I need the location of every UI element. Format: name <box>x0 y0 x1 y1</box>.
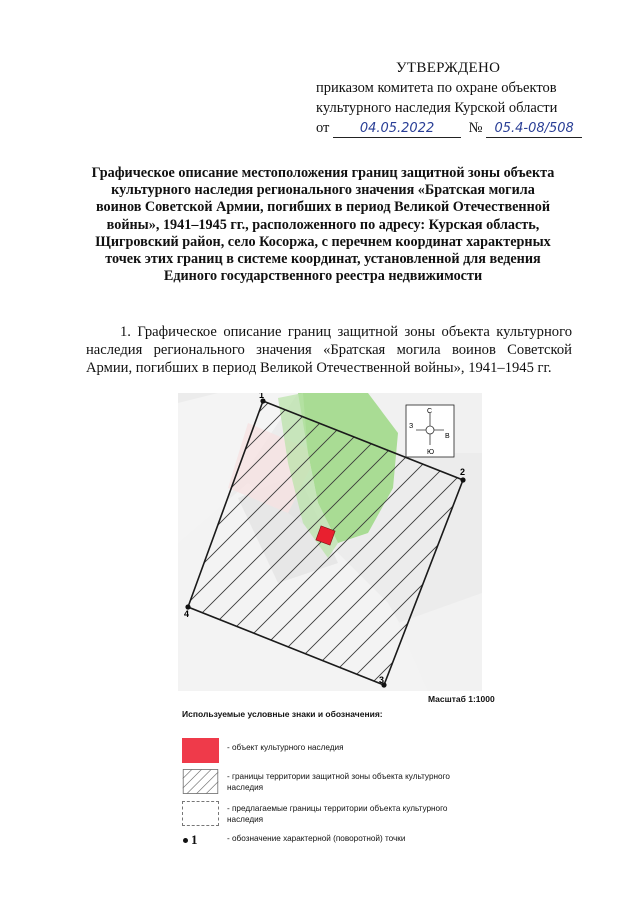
corner-label-1: 1 <box>259 393 265 400</box>
document-title: Графическое описание местоположения границ защитной зоны объекта культурного наследия регионального значения «Братская могила воинов Советской Армии, погибших в период Великой Отечественной войны», 1941–1945 гг., расположенного по адресу: Курская область, Щигровский район, село Косоржа, с перечнем координат характерных точек этих границ в системе координат, установленной для ведения Единого государственного реестра недвижимости <box>91 165 555 285</box>
legend-item-text: - предлагаемые границы территории объекта культурного наследия <box>227 804 448 824</box>
legend-item-point <box>182 832 482 850</box>
legend-item-object <box>182 738 482 764</box>
approval-line-2: культурного наследия Курской области <box>316 100 558 116</box>
legend-title: Используемые условные знаки и обозначения: <box>182 709 383 719</box>
legend-item-text: - объект культурного наследия <box>227 743 344 752</box>
approval-line-1: приказом комитета по охране объектов <box>316 80 557 96</box>
number-value: 05.4-08/508 <box>494 121 574 136</box>
order-date-number-line <box>316 120 606 138</box>
point-symbol <box>182 832 219 850</box>
compass-south: Ю <box>427 449 435 456</box>
boundary-map <box>178 393 482 691</box>
date-value: 04.05.2022 <box>359 121 435 136</box>
compass-north: С <box>427 408 433 415</box>
legend-item-proposed-boundary <box>182 801 482 829</box>
approval-heading: УТВЕРЖДЕНО <box>396 60 501 76</box>
legend-item-text: - границы территории защитной зоны объекта культурного наследия <box>227 772 450 792</box>
legend-item-text: - обозначение характерной (поворотной) точки <box>227 834 406 843</box>
point-dot-icon <box>183 838 188 843</box>
corner-point-2 <box>460 477 465 482</box>
compass-east: В <box>445 433 450 440</box>
paragraph-1 <box>86 323 572 377</box>
map-svg <box>178 393 482 691</box>
legend-item-protection-zone <box>182 769 482 797</box>
corner-label-3: 3 <box>379 675 385 685</box>
red-square-symbol <box>182 738 219 763</box>
date-prefix: от <box>316 120 330 136</box>
number-field <box>486 120 582 138</box>
compass-west: З <box>409 423 414 430</box>
corner-label-2: 2 <box>460 467 466 477</box>
dashed-square-symbol <box>182 801 219 826</box>
paragraph-1-text: 1. Графическое описание границ защитной зоны объекта культурного наследия регионального значения «Братская могила воинов Советской Армии, погибших в период Великой Отечественной войны», 1941–1945 гг. <box>86 324 572 376</box>
compass-center <box>426 426 434 434</box>
date-field <box>333 120 461 138</box>
map-scale: Масштаб 1:1000 <box>428 694 495 704</box>
point-label: 1 <box>191 832 198 847</box>
corner-label-4: 4 <box>184 609 190 619</box>
compass-rose <box>406 405 454 457</box>
number-prefix: № <box>468 120 483 136</box>
hatched-square-symbol <box>182 769 219 794</box>
